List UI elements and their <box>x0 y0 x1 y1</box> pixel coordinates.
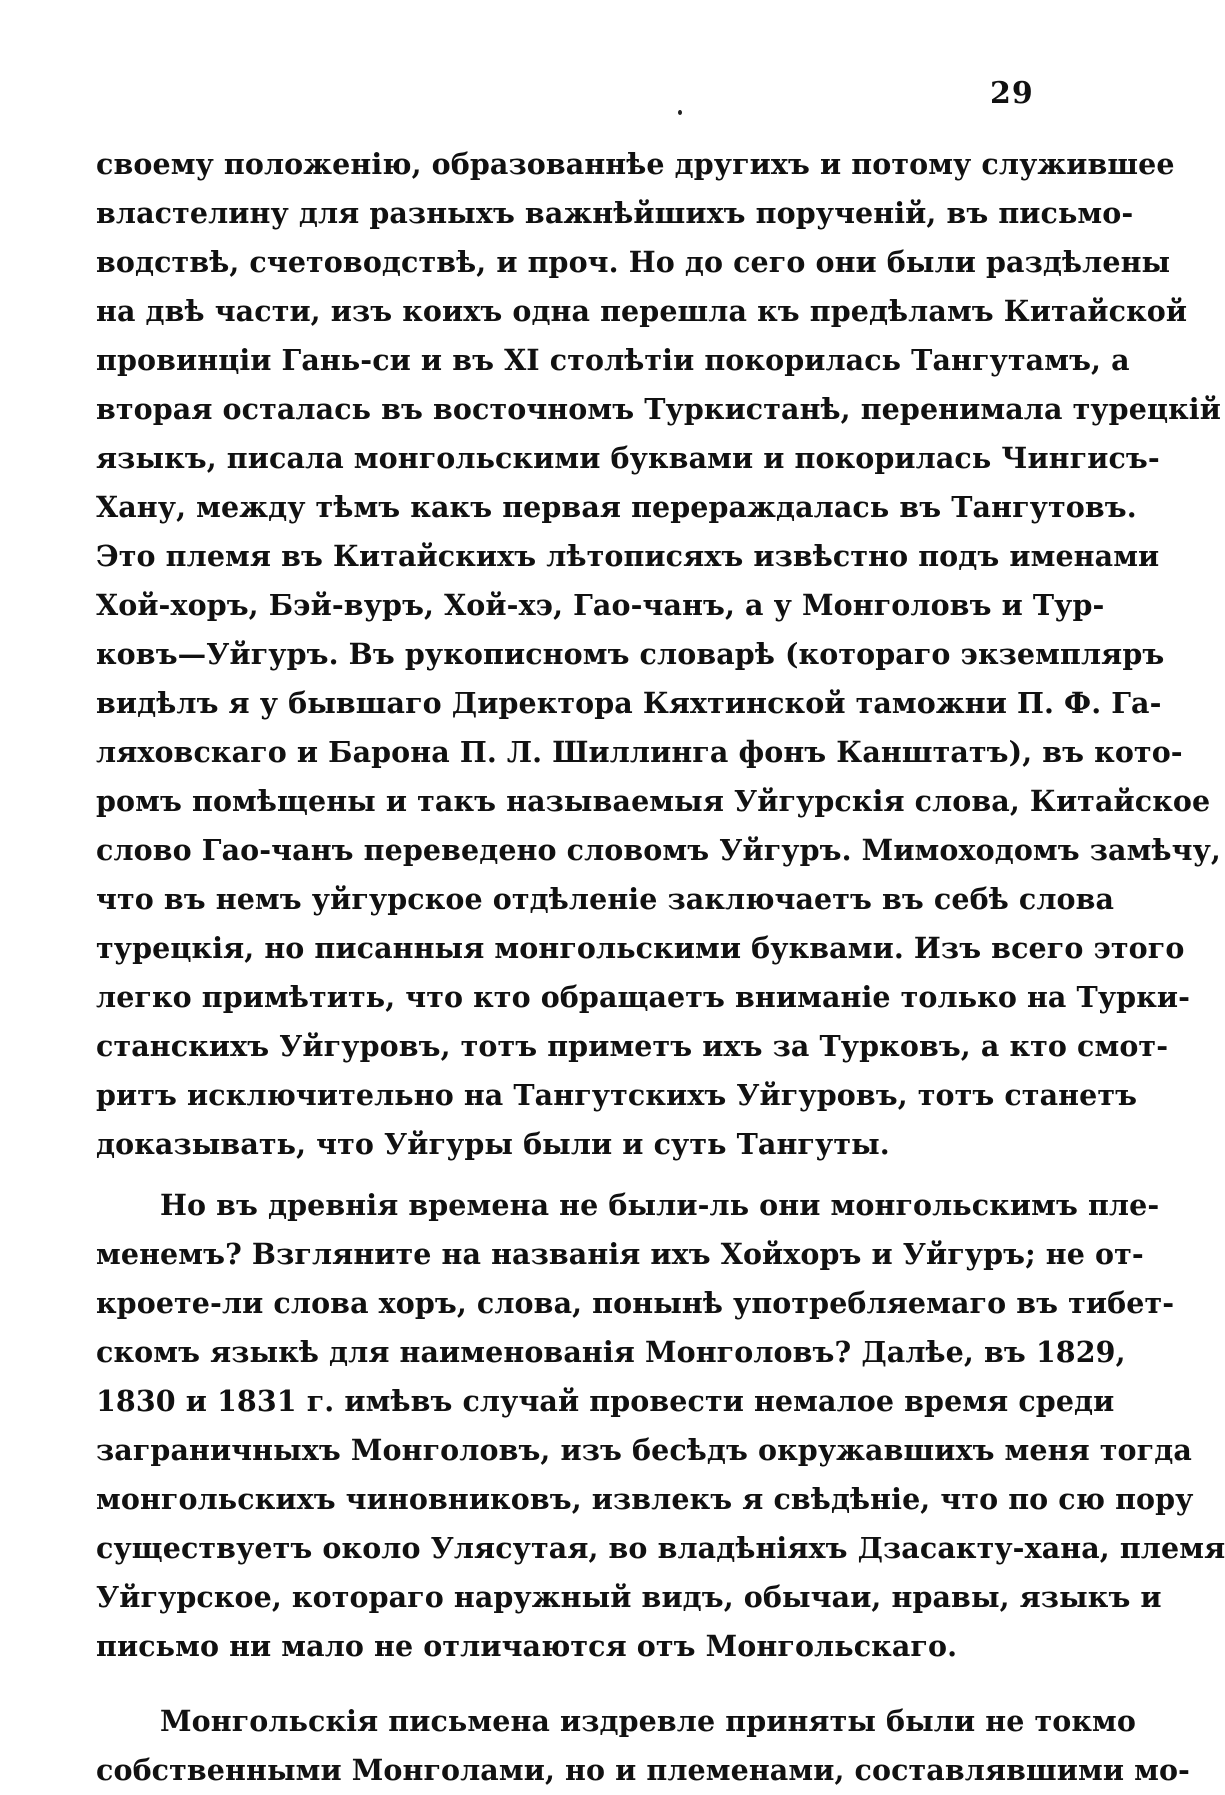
paragraph-gap <box>96 1671 1034 1697</box>
text-line: менемъ? Взгляните на названія ихъ Хойхоръ и Уйгуръ; не от- <box>96 1237 1144 1271</box>
text-line: своему положенію, образованнѣе другихъ и потому служившее <box>96 147 1175 181</box>
page-number: 29 <box>990 76 1034 111</box>
text-line: кроете-ли слова хоръ, слова, понынѣ употребляемаго въ тибет- <box>96 1286 1175 1320</box>
text-line: ляховскаго и Барона П. Л. Шиллинга фонъ Канштатъ), въ кото- <box>96 735 1183 769</box>
text-line: Уйгурское, котораго наружный видъ, обычаи, нравы, языкъ и <box>96 1580 1162 1614</box>
text-line: монгольскихъ чиновниковъ, извлекъ я свѣдѣніе, что по сю пору <box>96 1482 1194 1516</box>
paragraph-gap <box>96 1169 1034 1181</box>
paragraph-2 <box>96 1181 1225 1671</box>
text-line: водствѣ, счетоводствѣ, и проч. Но до сего они были раздѣлены <box>96 245 1171 279</box>
text-line: Но въ древнія времена не были-ль они монгольскимъ пле- <box>160 1188 1160 1222</box>
text-line: письмо ни мало не отличаются отъ Монгольскаго. <box>96 1629 958 1663</box>
text-line: что въ немъ уйгурское отдѣленіе заключаетъ въ себѣ слова <box>96 882 1115 916</box>
text-line: станскихъ Уйгуровъ, тотъ приметъ ихъ за Турковъ, а кто смот- <box>96 1029 1169 1063</box>
paragraph-3 <box>96 1697 1190 1795</box>
text-line: скомъ языкѣ для наименованія Монголовъ? Далѣе, въ 1829, <box>96 1335 1126 1369</box>
text-line: заграничныхъ Монголовъ, изъ бесѣдъ окружавшихъ меня тогда <box>96 1433 1192 1467</box>
text-line: языкъ, писала монгольскими буквами и покорилась Чингисъ- <box>96 441 1160 475</box>
text-line: собственными Монголами, но и племенами, составлявшими мо- <box>96 1753 1190 1787</box>
text-line: ритъ исключительно на Тангутскихъ Уйгуровъ, тотъ станетъ <box>96 1078 1138 1112</box>
text-line: Это племя въ Китайскихъ лѣтописяхъ извѣстно подъ именами <box>96 539 1160 573</box>
text-line: на двѣ части, изъ коихъ одна перешла къ предѣламъ Китайской <box>96 294 1188 328</box>
text-line: Хану, между тѣмъ какъ первая перераждалась въ Тангутовъ. <box>96 490 1137 524</box>
text-line: слово Гао-чанъ переведено словомъ Уйгуръ. Мимоходомъ замѣчу, <box>96 833 1221 867</box>
text-line: ромъ помѣщены и такъ называемыя Уйгурскія слова, Китайское <box>96 784 1211 818</box>
text-line: властелину для разныхъ важнѣйшихъ порученій, въ письмо- <box>96 196 1134 230</box>
text-line: 1830 и 1831 г. имѣвъ случай провести немалое время среди <box>96 1384 1115 1418</box>
text-line: Хой-хоръ, Бэй-вуръ, Хой-хэ, Гао-чанъ, а у Монголовъ и Тур- <box>96 588 1105 622</box>
text-line: существуетъ около Улясутая, во владѣніяхъ Дзасакту-хана, племя <box>96 1531 1225 1565</box>
text-line: турецкія, но писанныя монгольскими буквами. Изъ всего этого <box>96 931 1185 965</box>
text-line: Монгольскія письмена издревле приняты были не токмо <box>160 1704 1136 1738</box>
text-line: легко примѣтить, что кто обращаетъ вниманіе только на Турки- <box>96 980 1191 1014</box>
paragraph-1 <box>96 140 1221 1169</box>
print-speck <box>678 110 682 115</box>
text-line: видѣлъ я у бывшаго Директора Кяхтинской таможни П. Ф. Га- <box>96 686 1162 720</box>
text-line: ковъ—Уйгуръ. Въ рукописномъ словарѣ (котораго экземпляръ <box>96 637 1165 671</box>
text-line: вторая осталась въ восточномъ Туркистанѣ, перенимала турецкій <box>96 392 1221 426</box>
body-text <box>96 140 1225 1795</box>
text-line: доказывать, что Уйгуры были и суть Тангуты. <box>96 1127 890 1161</box>
text-line: провинціи Гань-си и въ XI столѣтіи покорилась Тангутамъ, а <box>96 343 1130 377</box>
